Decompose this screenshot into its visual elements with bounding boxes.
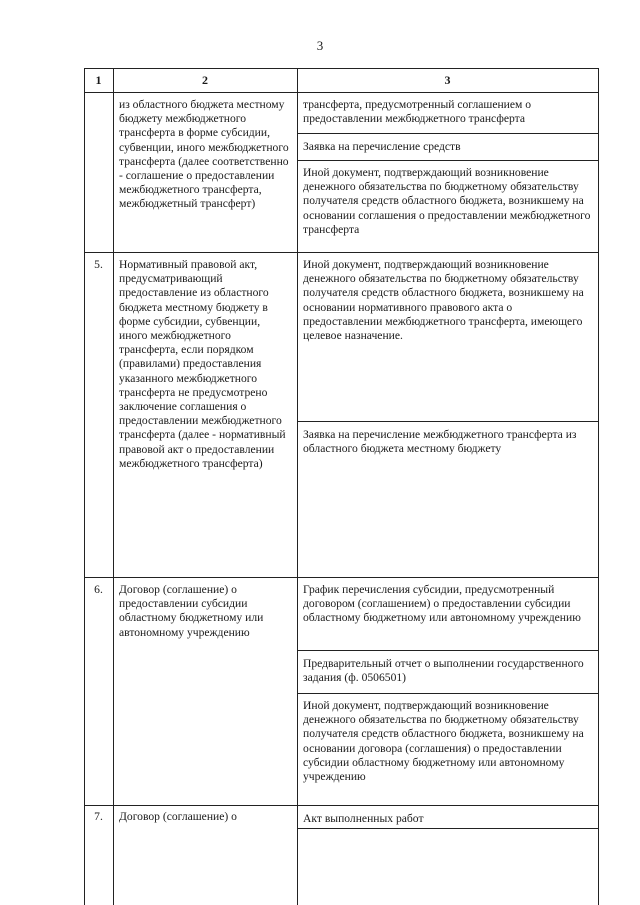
page-number: 3 — [316, 38, 324, 53]
row-6-document-1: График перечисления субсидии, предусмотренный договором (соглашением) о предоставлении субсидии областному бюджетному или автономному учреждению — [303, 583, 581, 625]
row-6-document-3: Иной документ, подтверждающий возникновение денежного обязательства по бюджетному обязательству получателя средств областного бюджета, возникшему на основании договора (соглашения) о предоставлении субсидии областному бюджетному или автономному учреждению — [303, 699, 584, 784]
row-6-number: 6. — [94, 583, 103, 596]
row-7-document-1: Акт выполненных работ — [303, 812, 424, 825]
row-5-description: Нормативный правовой акт, предусматривающий предоставление из областного бюджета местному бюджету в форме субсидии, субвенции, иного межбюджетного трансферта, если порядком (правилами) предоставления указанного межбюджетного трансферта не предусмотрено заключение соглашения о предоставлении межбюджетного трансферта (далее - нормативный правовой акт о предоставлении межбюджетного трансферта) — [119, 258, 286, 470]
column-header-3: 3 — [444, 73, 451, 87]
row-5-number: 5. — [94, 258, 103, 271]
row-7-description: Договор (соглашение) о — [119, 810, 237, 823]
row-continuation-description: из областного бюджета местному бюджету межбюджетного трансферта в форме субсидии, субвенции, иного межбюджетного трансферта (далее соответственно - соглашение о предоставлении межбюджетного трансферта, межбюджетный трансферт) — [119, 98, 289, 211]
column-header-2: 2 — [202, 73, 208, 87]
document-table — [84, 68, 599, 905]
row-continuation-document-1: трансферта, предусмотренный соглашением о предоставлении межбюджетного трансферта — [303, 98, 532, 126]
row-continuation-document-2: Заявка на перечисление средств — [303, 140, 461, 153]
row-5-document-2: Заявка на перечисление межбюджетного трансферта из областного бюджета местному бюджету — [303, 428, 577, 456]
row-continuation-document-3: Иной документ, подтверждающий возникновение денежного обязательства по бюджетному обязательству получателя средств областного бюджета, возникшему на основании соглашения о предоставлении межбюджетного трансферта — [303, 166, 591, 236]
row-6-description: Договор (соглашение) о предоставлении субсидии областному бюджетному или автономному учреждению — [119, 583, 264, 639]
column-header-1: 1 — [95, 73, 102, 87]
row-5-document-1: Иной документ, подтверждающий возникновение денежного обязательства по бюджетному обязательству получателя средств областного бюджета, возникшему на основании нормативного правового акта о предоставлении межбюджетного трансферта, имеющего целевое назначение. — [303, 258, 584, 343]
row-7-number: 7. — [94, 810, 103, 823]
row-6-document-2: Предварительный отчет о выполнении государственного задания (ф. 0506501) — [303, 657, 584, 685]
